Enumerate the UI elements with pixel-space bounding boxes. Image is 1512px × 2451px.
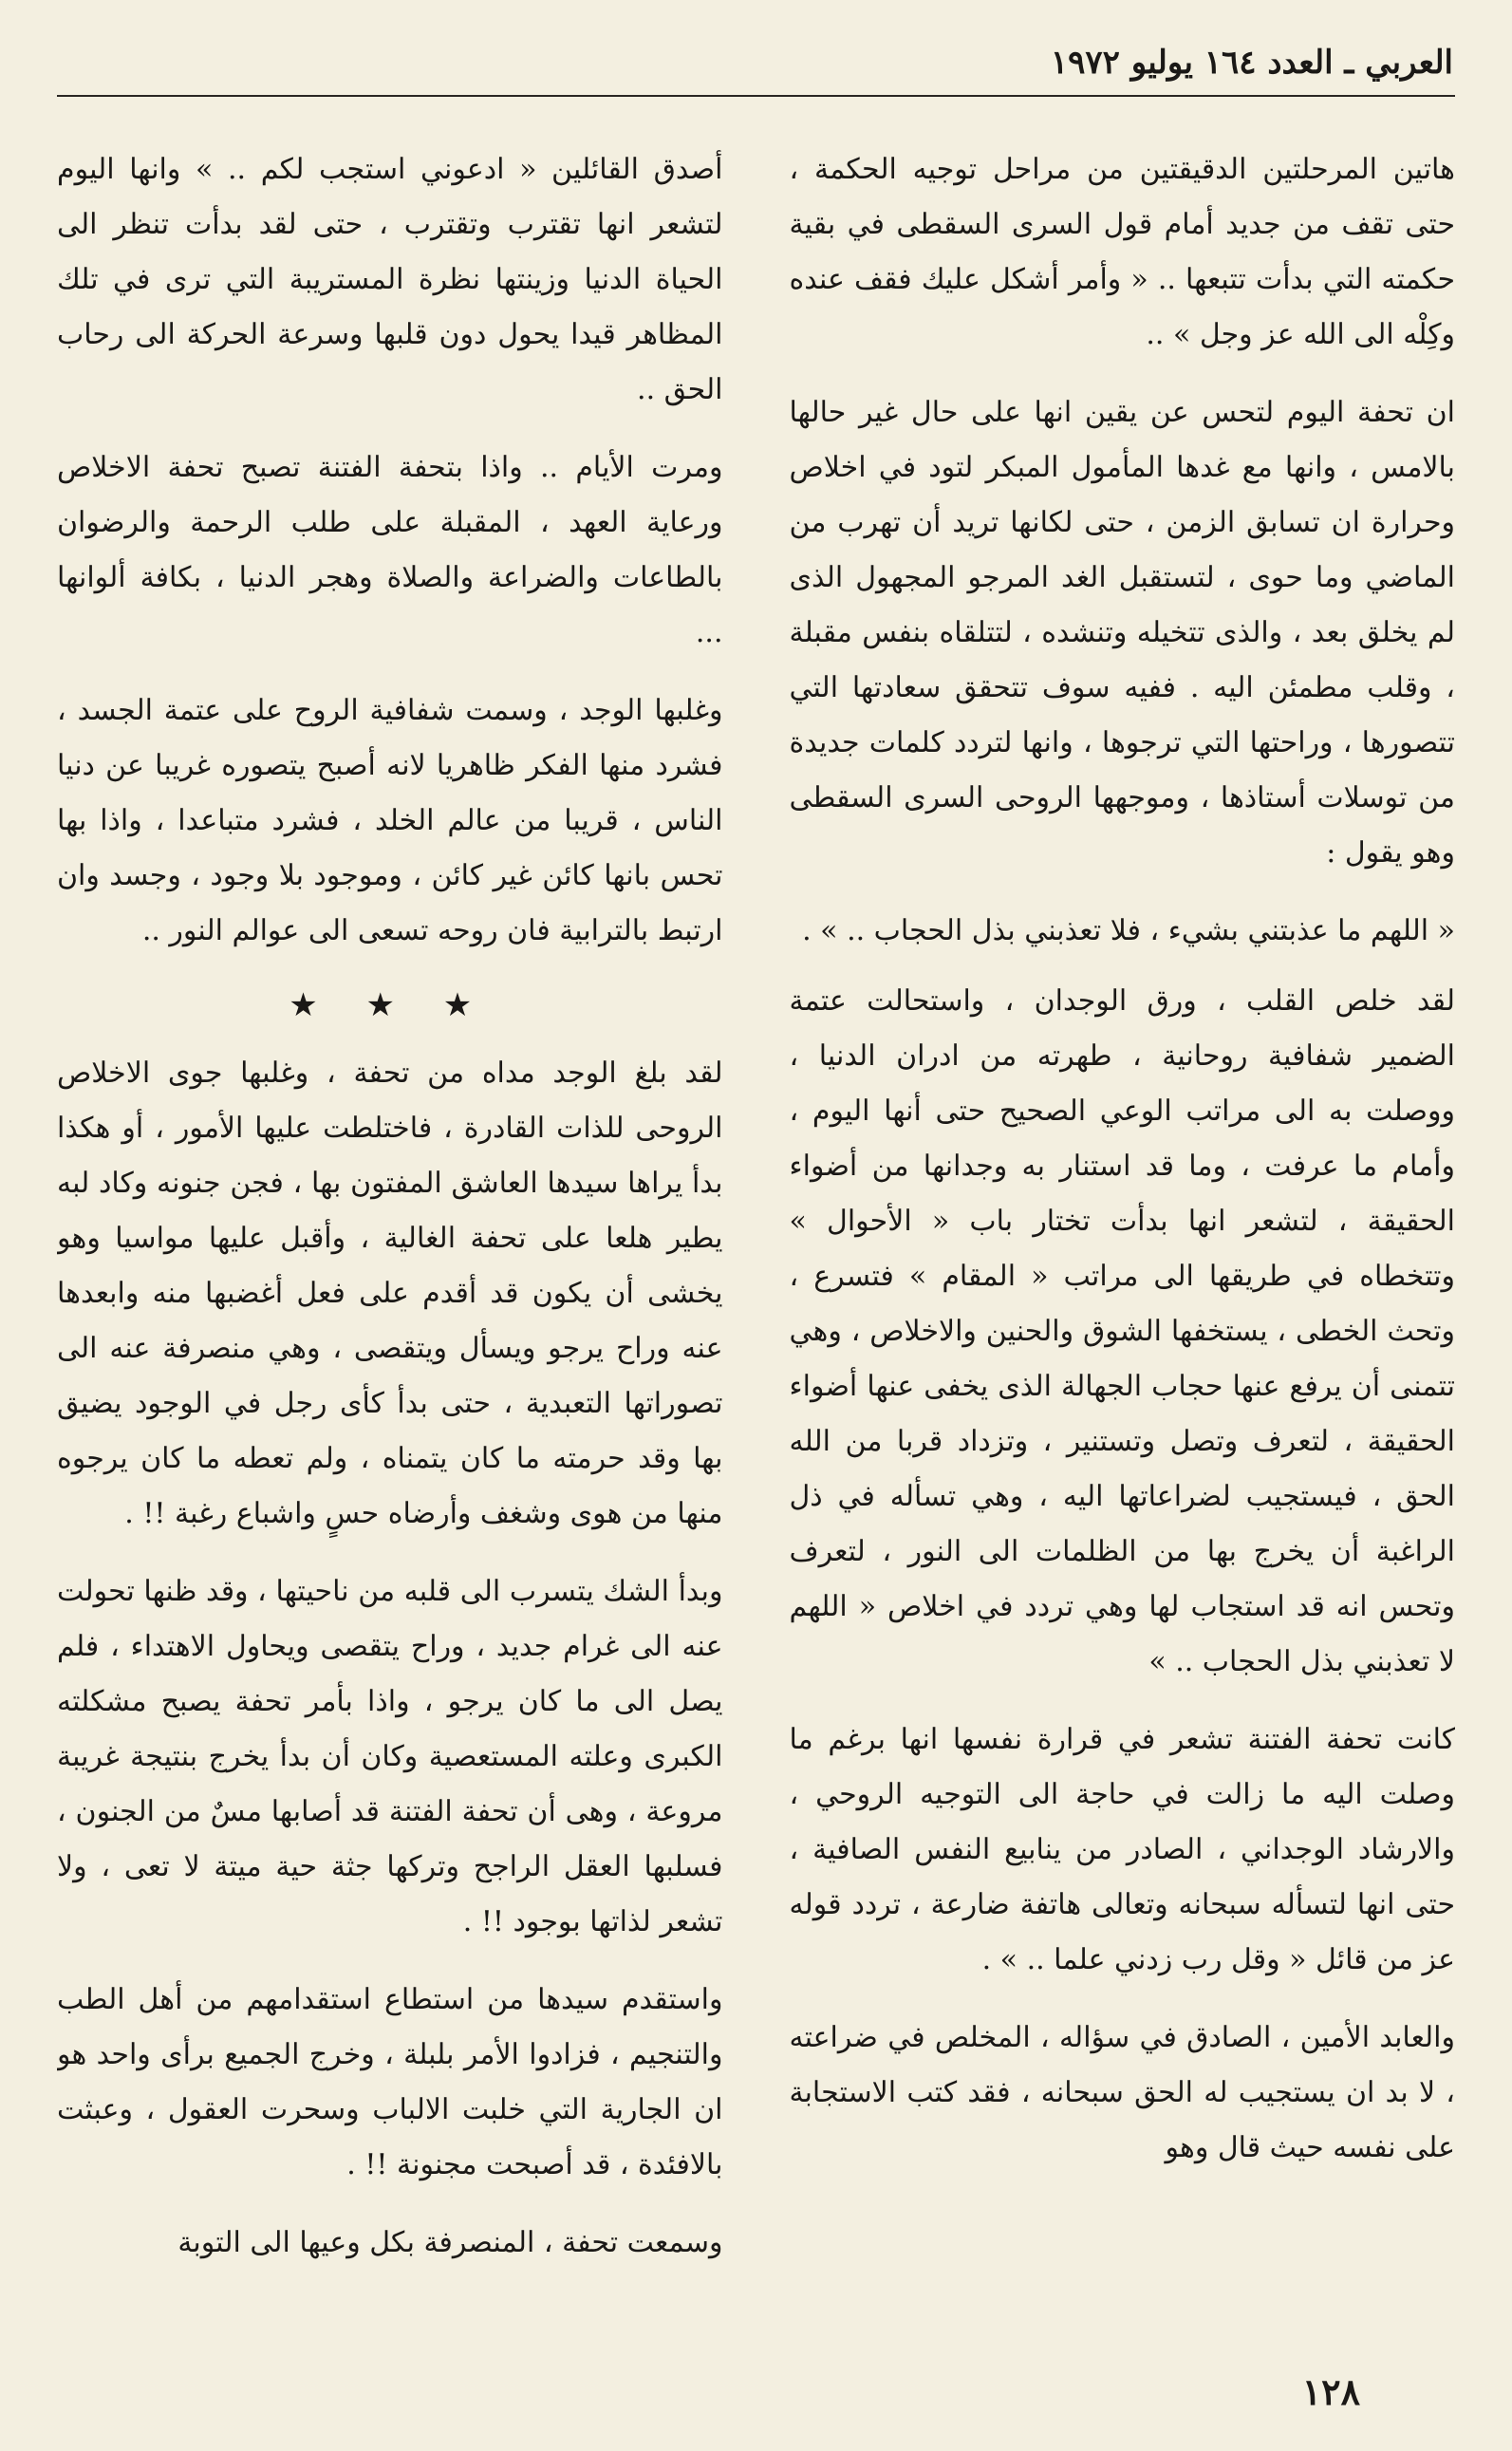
page-number: ١٢٨: [1301, 2370, 1360, 2413]
paragraph: وسمعت تحفة ، المنصرفة بكل وعيها الى التوبة: [177, 2226, 723, 2259]
text-columns: [57, 142, 1455, 2309]
header-rule: [57, 95, 1455, 97]
paragraph: كانت تحفة الفتنة تشعر في قرارة نفسها انها برغم ما وصلت اليه ما زالت في حاجة الى التوجيه الروحي ، والارشاد الوجداني ، الصادر من ينابيع النفس الصافية ، حتى انها لتسأله سبحانه وتعالى هاتفة ضارعة ، تردد قوله عز من قائل « وقل رب زدني علما .. » .: [789, 1723, 1455, 1976]
quote-paragraph: « اللهم ما عذبتني بشيء ، فلا تعذبني بذل الحجاب .. » .: [802, 914, 1455, 947]
paragraph: وغلبها الوجد ، وسمت شفافية الروح على عتمة الجسد ، فشرد منها الفكر ظاهريا لانه أصبح يتصوره غريبا عن دنيا الناس ، قريبا من عالم الخلد ، فشرد متباعدا ، واذا بها تحس بانها كائن غير كائن ، وموجود بلا وجود ، وجسد وان ارتبط بالترابية فان روحه تسعى الى عوالم النور ..: [57, 694, 723, 947]
paragraph: والعابد الأمين ، الصادق في سؤاله ، المخلص في ضراعته ، لا بد ان يستجيب له الحق سبحانه ، فقد كتب الاستجابة على نفسه حيث قال وهو: [789, 2021, 1455, 2164]
paragraph: ان تحفة اليوم لتحس عن يقين انها على حال غير حالها بالامس ، وانها مع غدها المأمول المبكر لتود في اخلاص وحرارة ان تسابق الزمن ، حتى لكانها تريد أن تهرب من الماضي وما حوى ، لتستقبل الغد المرجو المجهول الذى لم يخلق بعد ، والذى تتخيله وتنشده ، لتتلقاه بنفس مقبلة ، وقلب مطمئن اليه . ففيه سوف تتحقق سعادتها التي تتصورها ، وراحتها التي ترجوها ، وانها لتردد كلمات جديدة من توسلات أستاذها ، وموجهها الروحى السرى السقطى وهو يقول :: [789, 396, 1455, 870]
paragraph: واستقدم سيدها من استطاع استقدامهم من أهل الطب والتنجيم ، فزادوا الأمر بلبلة ، وخرج الجميع برأى واحد هو ان الجارية التي خلبت الالباب وسحرت العقول ، وعبثت بالافئدة ، قد أصبحت مجنونة !! .: [57, 1983, 723, 2181]
paragraph: لقد بلغ الوجد مداه من تحفة ، وغلبها جوى الاخلاص الروحى للذات القادرة ، فاختلطت عليها الأمور ، أو هكذا بدأ يراها سيدها العاشق المفتون بها ، فجن جنونه وكاد لبه يطير هلعا على تحفة الغالية ، وأقبل عليها مواسيا وهو يخشى أن يكون قد أقدم على فعل أغضبها منه وابعدها عنه وراح يرجو ويسأل ويتقصى ، وهي منصرفة عنه الى تصوراتها التعبدية ، حتى بدأ كأى رجل في الوجود يضيق بها وقد حرمته ما كان يتمناه ، ولم تعطه ما كان يرجوه منها من هوى وشغف وأرضاه حسٍ واشباع رغبة !! .: [57, 1057, 723, 1530]
paragraph: لقد خلص القلب ، ورق الوجدان ، واستحالت عتمة الضمير شفافية روحانية ، طهرته من ادران الدنيا ، ووصلت به الى مراتب الوعي الصحيح حتى أنها اليوم ، وأمام ما عرفت ، وما قد استنار به وجدانها من أضواء الحقيقة ، لتشعر انها بدأت تختار باب « الأحوال » وتتخطاه في طريقها الى مراتب « المقام » فتسرع ، وتحث الخطى ، يستخفها الشوق والحنين والاخلاص ، وهي تتمنى أن يرفع عنها حجاب الجهالة الذى يخفى عنها أضواء الحقيقة ، لتعرف وتصل وتستنير ، وتزداد قربا من الله الحق ، فيستجيب لضراعاتها اليه ، وهي تسأله في ذل الراغبة أن يخرج بها من الظلمات الى النور ، لتعرف وتحس انه قد استجاب لها وهي تردد في اخلاص « اللهم لا تعذبني بذل الحجاب .. »: [789, 984, 1455, 1678]
paragraph: هاتين المرحلتين الدقيقتين من مراحل توجيه الحكمة ، حتى تقف من جديد أمام قول السرى السقطى في بقية حكمته التي بدأت تتبعها .. « وأمر أشكل عليك فقف عنده وكِلْه الى الله عز وجل » ..: [789, 153, 1455, 351]
paragraph: أصدق القائلين « ادعوني استجب لكم .. » وانها اليوم لتشعر انها تقترب وتقترب ، حتى لقد بدأت تنظر الى الحياة الدنيا وزينتها نظرة المستريبة التي ترى في تلك المظاهر قيدا يحول دون قلبها وسرعة الحركة الى رحاب الحق ..: [57, 153, 723, 406]
left-column: [57, 142, 723, 2309]
right-column: [790, 142, 1456, 2309]
running-head: العربي ـ العدد ١٦٤ يوليو ١٩٧٢: [1050, 44, 1453, 82]
paragraph: ومرت الأيام .. واذا بتحفة الفتنة تصبح تحفة الاخلاص ورعاية العهد ، المقبلة على طلب الرحمة والرضوان بالطاعات والضراعة والصلاة وهجر الدنيا ، بكافة ألوانها ...: [57, 451, 723, 649]
paragraph: وبدأ الشك يتسرب الى قلبه من ناحيتها ، وقد ظنها تحولت عنه الى غرام جديد ، وراح يتقصى ويحاول الاهتداء ، فلم يصل الى ما كان يرجو ، واذا بأمر تحفة يصبح مشكلته الكبرى وعلته المستعصية وكان أن بدأ يخرج بنتيجة غريبة مروعة ، وهى أن تحفة الفتنة قد أصابها مسٌ من الجنون ، فسلبها العقل الراجح وتركها جثة حية ميتة لا تعى ، ولا تشعر لذاتها بوجود !! .: [57, 1575, 723, 1938]
section-separator: ★ ★ ★: [289, 986, 492, 1024]
